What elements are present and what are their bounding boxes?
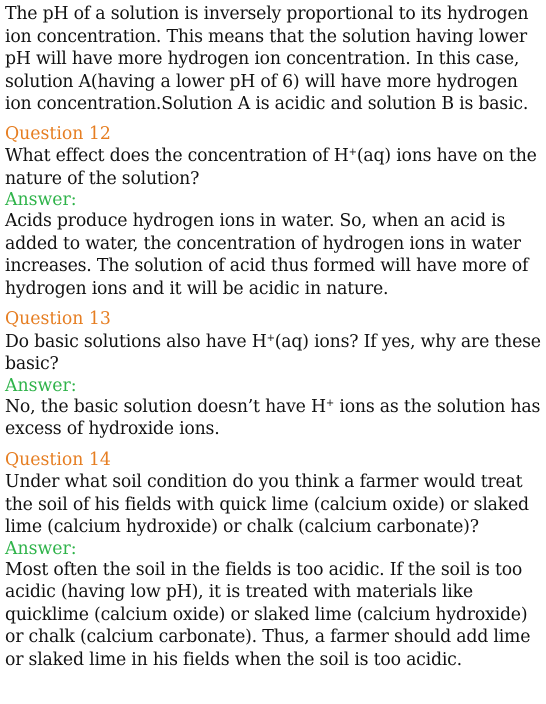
answer-heading: Answer: — [5, 190, 77, 210]
answer-text: Most often the soil in the fields is too acidic. If the soil is too acidic (having low pH), it is treated with materials like quicklime (calcium oxide) or slaked lime (calcium hydroxide) or chalk (calcium carbonate). Thus, a farmer should add lime or slaked lime in his fields when the soil is too acidic. — [5, 559, 531, 670]
question-heading: Question 12 — [5, 123, 111, 144]
answer-text: No, the basic solution doesn’t have H+ ions as the solution has excess of hydroxide ions. — [5, 396, 541, 439]
question-block-13 — [5, 308, 543, 441]
document-page — [5, 3, 543, 671]
question-block-14 — [5, 449, 543, 672]
superscript-plus: + — [325, 397, 335, 409]
superscript-plus: + — [348, 147, 357, 158]
answer-text: Acids produce hydrogen ions in water. So, when an acid is added to water, the concentration of hydrogen ions in water increases. The solution of acid thus formed will have more of hydrogen ions and it will be acidic in nature. — [5, 211, 529, 299]
answer-heading: Answer: — [5, 538, 77, 559]
question-heading: Question 14 — [5, 449, 111, 470]
question-text: Under what soil condition do you think a farmer would treat the soil of his fields with quick lime (calcium oxide) or slaked lime (calcium hydroxide) or chalk (calcium carbonate)? — [5, 472, 529, 537]
superscript-plus: + — [266, 332, 275, 344]
answer-heading: Answer: — [5, 375, 77, 396]
question-text: What effect does the concentration of H+(aq) ions have on the nature of the solution? — [5, 146, 537, 189]
question-heading: Question 13 — [5, 309, 111, 329]
question-block-12 — [5, 123, 543, 301]
question-text: Do basic solutions also have H+(aq) ions? If yes, why are these basic? — [5, 331, 541, 374]
intro-paragraph: The pH of a solution is inversely proportional to its hydrogen ion concentration. This means that the solution having lower pH will have more hydrogen ion concentration. In this case, solution A(having a lower pH of 6) will have more hydrogen ion concentration.Solution A is acidic and solution B is basic. — [5, 4, 529, 114]
